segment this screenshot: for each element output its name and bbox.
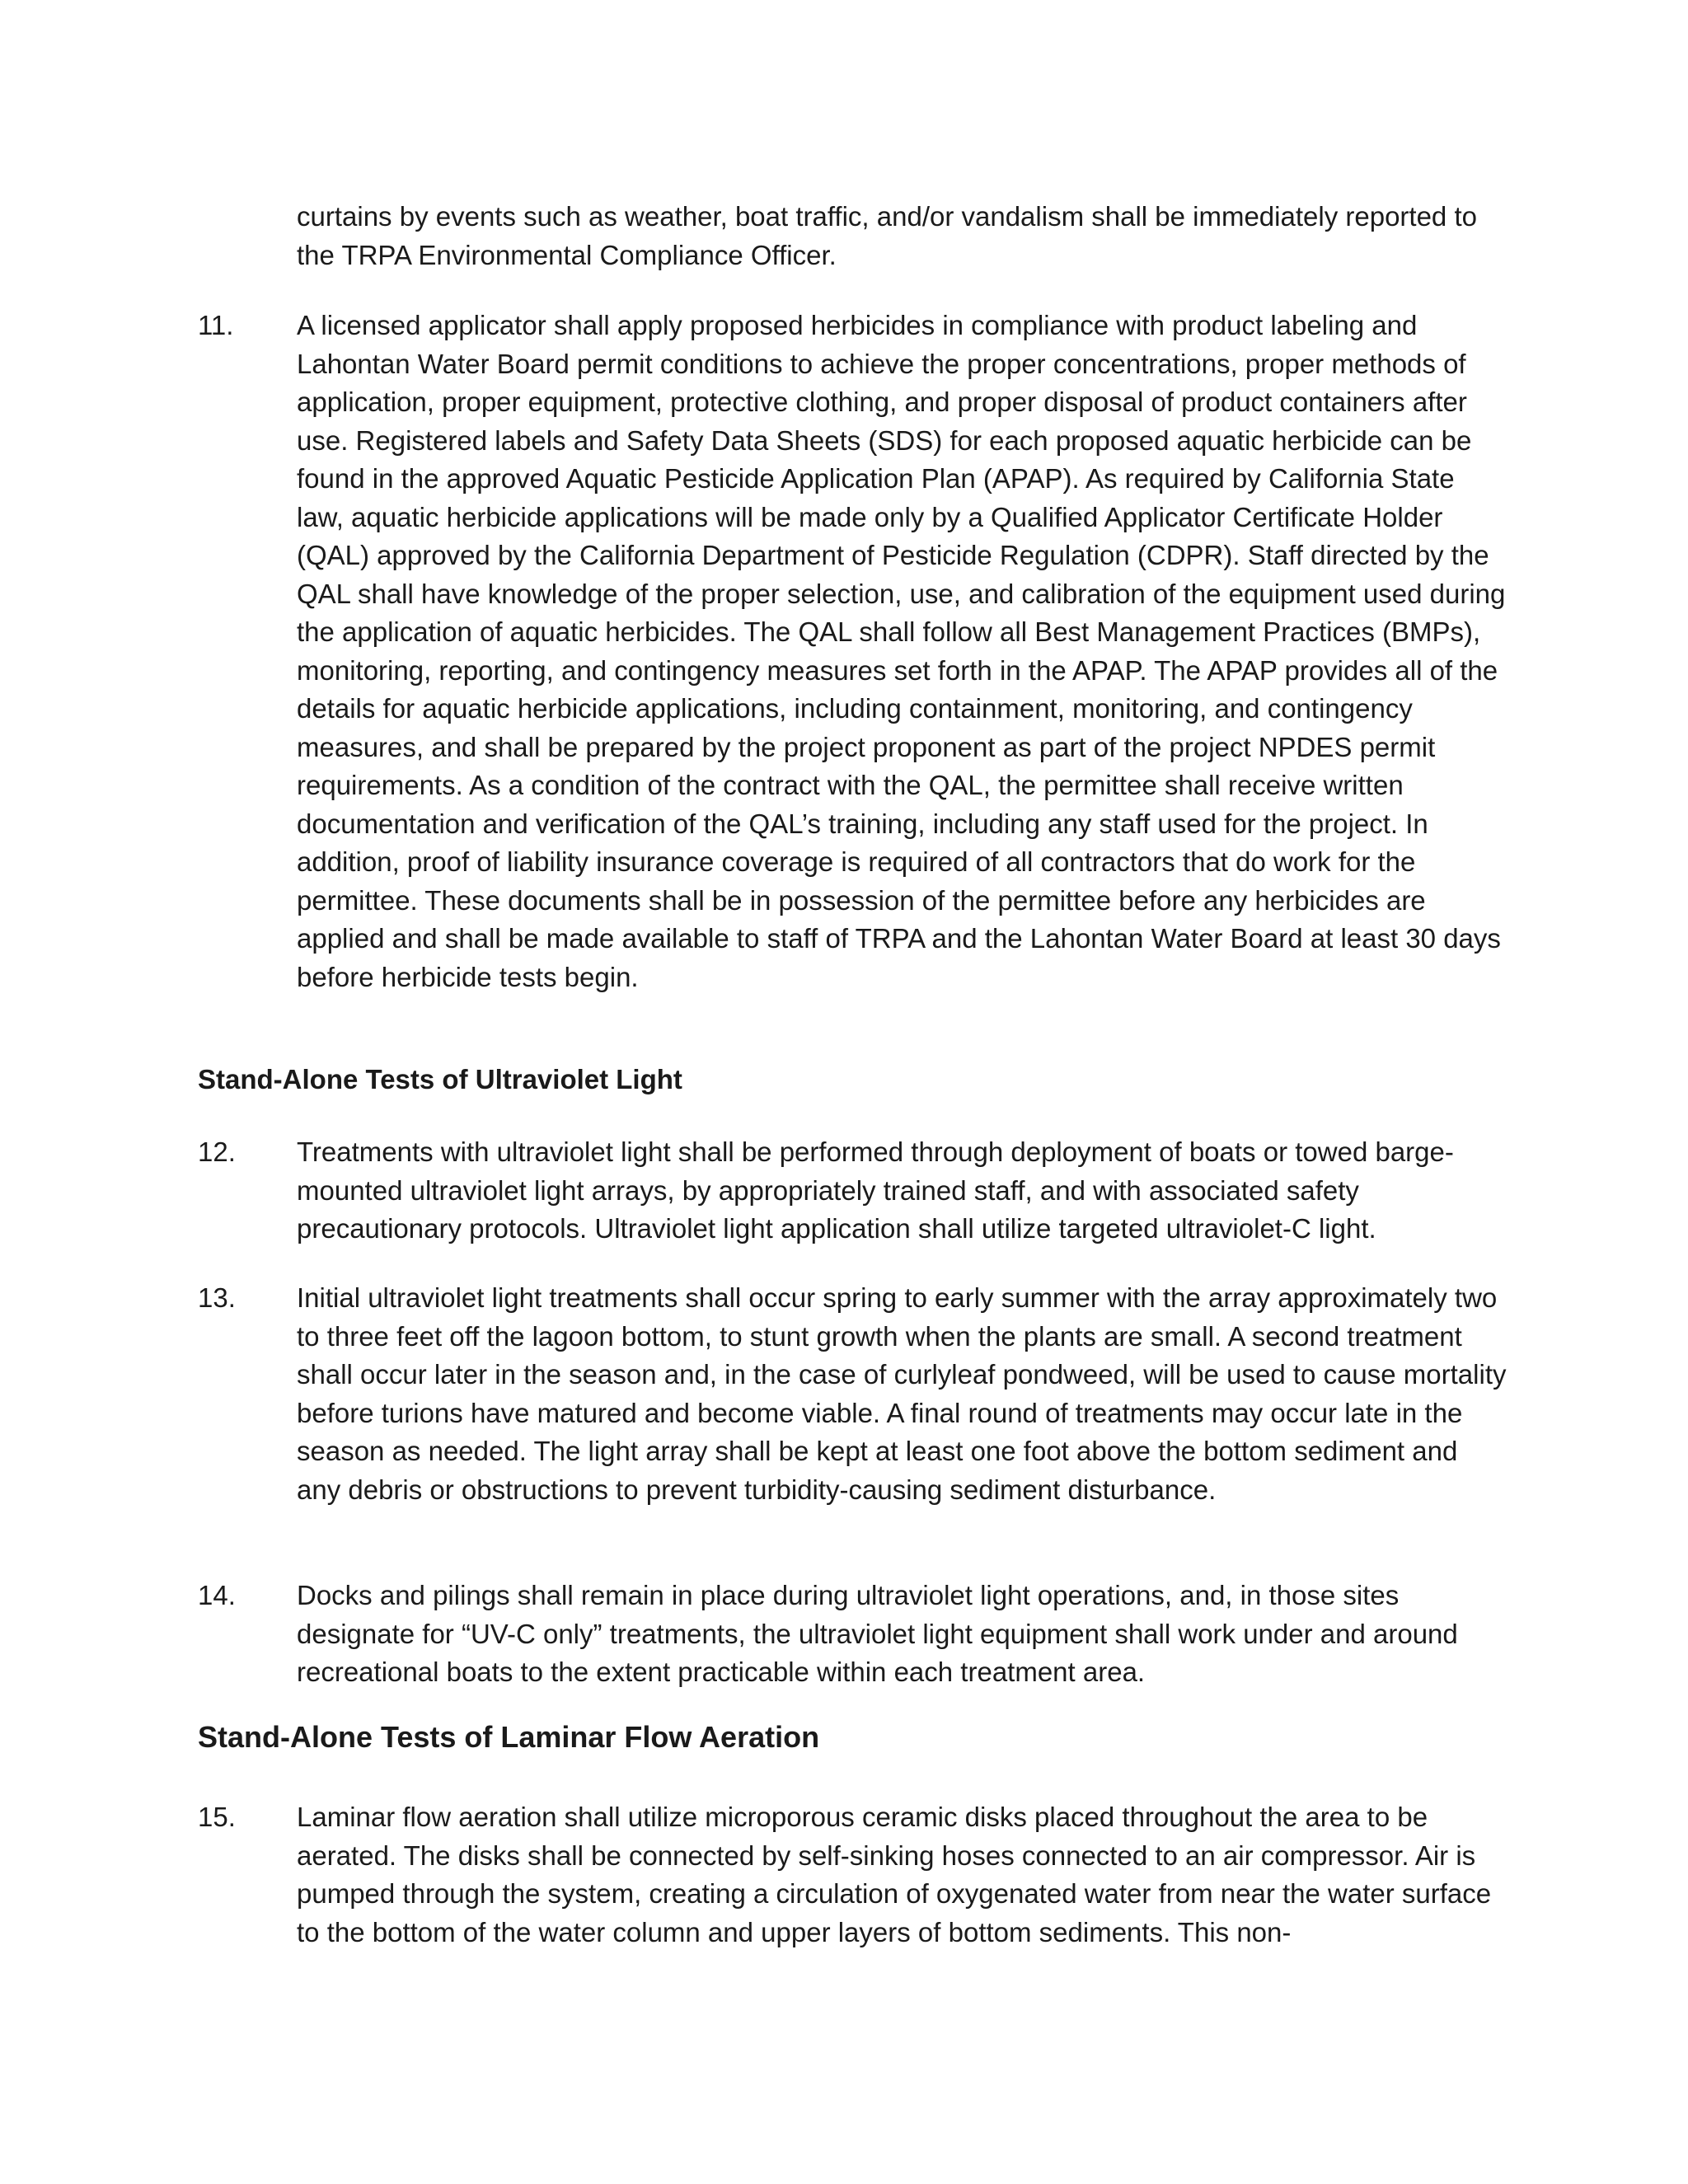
section-heading-ultraviolet: Stand-Alone Tests of Ultraviolet Light	[198, 1064, 682, 1094]
paragraph-text: Initial ultraviolet light treatments shall occur spring to early summer with the array approximately two to three feet off the lagoon bottom, to stunt growth when the plants are small. A second treatment shall occur later in the season and, in the case of curlyleaf pondweed, will be used to cause mortality before turions have matured and become viable. A final round of treatments may occur late in the season as needed. The light array shall be kept at least one foot above the bottom sediment and any debris or obstructions to prevent turbidity-causing sediment disturbance.	[297, 1282, 1507, 1505]
paragraph-text: A licensed applicator shall apply proposed herbicides in compliance with product labeling and Lahontan Water Board permit conditions to achieve the proper concentrations, proper methods of application, proper equipment, protective clothing, and proper disposal of product containers after use. Registered labels and Safety Data Sheets (SDS) for each proposed aquatic herbicide can be found in the approved Aquatic Pesticide Application Plan (APAP). As required by California State law, aquatic herbicide applications will be made only by a Qualified Applicator Certificate Holder (QAL) approved by the California Department of Pesticide Regulation (CDPR). Staff directed by the QAL shall have knowledge of the proper selection, use, and calibration of the equipment used during the application of aquatic herbicides. The QAL shall follow all Best Management Practices (BMPs), monitoring, reporting, and contingency measures set forth in the APAP. The APAP provides all of the details for aquatic herbicide applications, including containment, monitoring, and contingency measures, and shall be prepared by the project proponent as part of the project NPDES permit requirements. As a condition of the contract with the QAL, the permittee shall receive written documentation and verification of the QAL’s training, including any staff used for the project. In addition, proof of liability insurance coverage is required of all contractors that do work for the permittee. These documents shall be in possession of the permittee before any herbicides are applied and shall be made available to staff of TRPA and the Lahontan Water Board at least 30 days before herbicide tests begin.	[297, 310, 1506, 992]
item-number: 14.	[198, 1580, 236, 1610]
paragraph-text: curtains by events such as weather, boat traffic, and/or vandalism shall be immediately reported to the TRPA Environmental Compliance Officer.	[297, 201, 1477, 270]
paragraph-text: Docks and pilings shall remain in place during ultraviolet light operations, and, in those sites designate for “UV-C only” treatments, the ultraviolet light equipment shall work under and around recreational boats to the extent practicable within each treatment area.	[297, 1580, 1458, 1687]
item-number: 15.	[198, 1802, 236, 1832]
item-number: 11.	[198, 310, 234, 340]
item-number: 13.	[198, 1282, 236, 1313]
paragraph-text: Treatments with ultraviolet light shall be performed through deployment of boats or towed barge-mounted ultraviolet light arrays, by appropriately trained staff, and with associated safety precautionary protocols. Ultraviolet light application shall utilize targeted ultraviolet-C light.	[297, 1137, 1454, 1244]
item-number: 12.	[198, 1137, 236, 1167]
paragraph-text: Laminar flow aeration shall utilize microporous ceramic disks placed throughout the area to be aerated. The disks shall be connected by self-sinking hoses connected to an air compressor. Air is pumped through the system, creating a circulation of oxygenated water from near the water surface to the bottom of the water column and upper layers of bottom sediments. This non-	[297, 1802, 1492, 1947]
section-heading-laminar-flow: Stand-Alone Tests of Laminar Flow Aeration	[198, 1720, 820, 1754]
